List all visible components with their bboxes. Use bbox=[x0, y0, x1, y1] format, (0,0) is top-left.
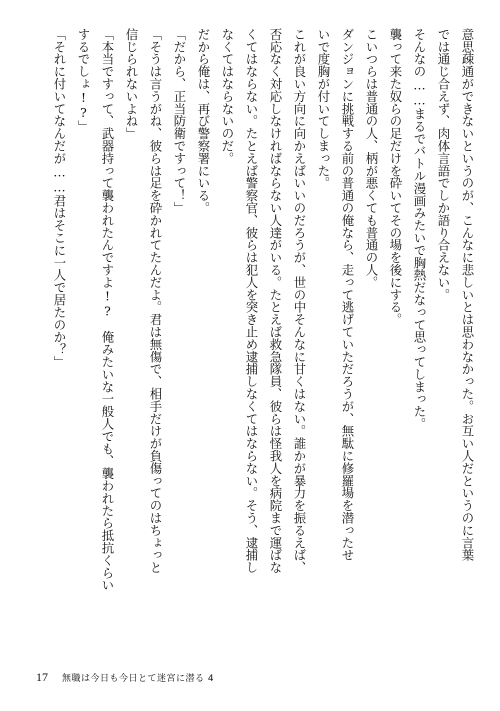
text-line-14: 「そうは言うがね、彼らは足を砕かれてたんだよ。君は無傷で、相手だけが負傷ってのはちょっと bbox=[148, 28, 163, 574]
text-line-16: 「本当ですって、武器持って襲われたんですよ!? 俺みたいな一般人でも、襲われたら抵抗くらい bbox=[100, 28, 115, 592]
text-line-15: 信じられないよね」 bbox=[124, 28, 139, 140]
text-line-12: だから俺は、再び警察署にいる。 bbox=[196, 28, 211, 214]
text-line-1: 意思疎通ができないというのが、こんなに悲しいとは思わなかった。お互い人だというのに言葉 bbox=[460, 28, 475, 562]
text-line-11: なくてはならないのだ。 bbox=[220, 28, 235, 165]
text-line-7: いで度胸が付いてしまった。 bbox=[316, 28, 331, 190]
vertical-text-block bbox=[36, 28, 476, 660]
text-line-3: そんなの……まるでバトル漫画みたいで胸熱だなって思ってしまった。 bbox=[412, 28, 427, 430]
text-line-5: こいつらは普通の人、柄が悪くても普通の人。 bbox=[364, 28, 379, 289]
text-line-2: では通じ合えず、肉体言語でしか語り合えない。 bbox=[436, 28, 451, 301]
text-line-6: ダンジョンに挑戦する前の普通の俺なら、走って逃げていただろうが、無駄に修羅場を潜ったせ bbox=[340, 28, 355, 562]
text-line-8: これが良い方向に向かえばいいのだろうが、世の中そんなに甘くはない。誰かが暴力を振るえば、 bbox=[292, 28, 307, 574]
running-title: 無職は今日も今日とて迷宮に潜る 4 bbox=[62, 673, 215, 684]
text-line-4: 襲って来た奴らの足だけを砕いてその場を後にする。 bbox=[388, 28, 403, 326]
text-line-18: 「それに付いてなんだが……君はそこに一人で居たのか？」 bbox=[52, 28, 67, 368]
text-line-13: 「だから、正当防衛ですって！」 bbox=[172, 28, 187, 214]
page-footer bbox=[36, 668, 456, 686]
text-line-17: するでしょ!?」 bbox=[76, 28, 91, 133]
text-line-10: くてはならない。たとえば警察官、彼らは犯人を突き止め逮捕しなくてはならない。そう、逮捕し bbox=[244, 28, 259, 574]
text-line-9: 否応なく対応しなければならない人達がいる。たとえば救急隊員、彼らは怪我人を病院まで運ばな bbox=[268, 28, 283, 574]
page-number: 17 bbox=[36, 669, 48, 684]
